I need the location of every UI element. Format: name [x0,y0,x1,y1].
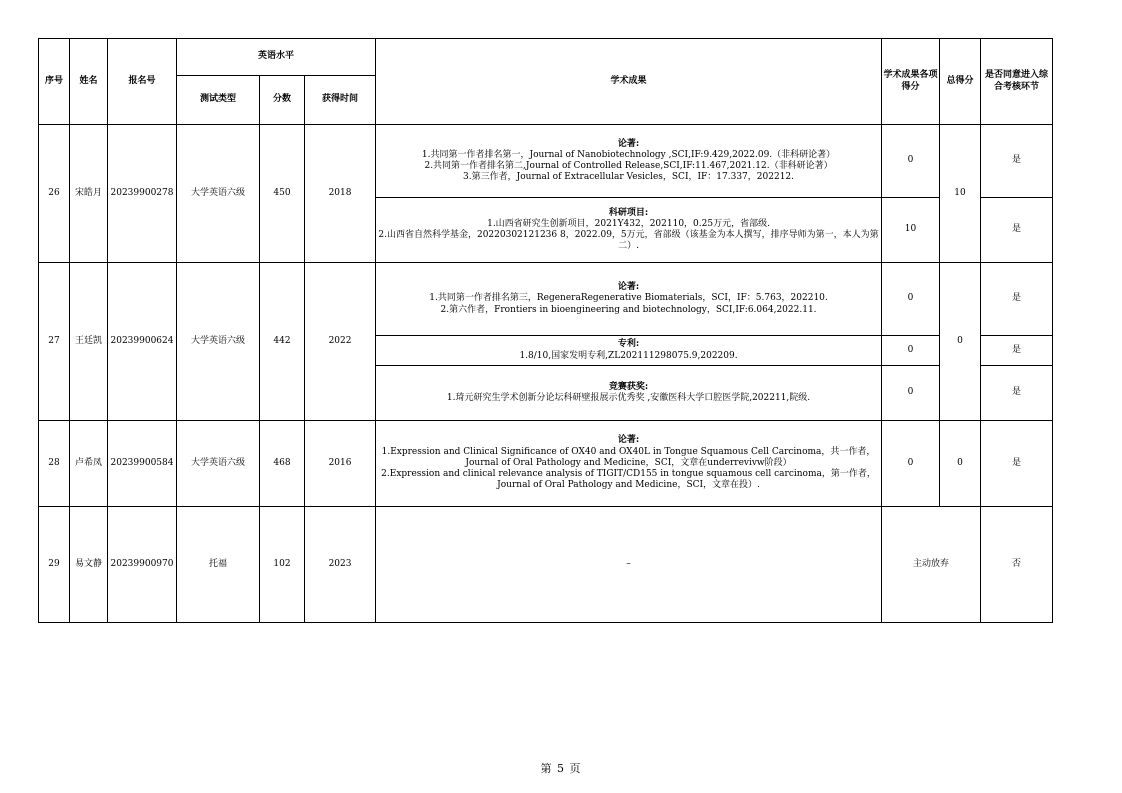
achievement-line: 1.共同第一作者排名第一，Journal of Nanobiotechnology ,SCI,IF:9.429,2022.09.（非科研论著） [421,149,836,160]
achievement-cell [376,198,882,263]
agree-cell: 是 [981,125,1053,198]
total-score-cell: 0 [940,263,981,421]
achievement-cell: – [376,507,882,623]
name-cell: 宋皓月 [70,125,108,263]
achievement-heading: 论著: [617,435,640,446]
total-score-cell: 0 [940,421,981,507]
agree-cell: 是 [981,263,1053,336]
achievement-line: 1.8/10,国家发明专利,ZL202111298075.9,202209. [519,350,738,361]
results-table [38,38,1053,623]
seq-cell: 27 [39,263,70,421]
name-cell: 卢希凤 [70,421,108,507]
header-name: 姓名 [70,39,108,125]
score-cell: 468 [260,421,305,507]
item-score-cell: 10 [882,198,940,263]
achievement-heading: 专利: [617,339,640,350]
agree-cell: 是 [981,421,1053,507]
test-type-cell: 大学英语六级 [177,263,260,421]
reg-no-cell: 20239900584 [108,421,177,507]
achievement-cell [376,263,882,336]
item-score-cell: 0 [882,336,940,366]
table-row [39,507,1053,623]
header-obtained-time: 获得时间 [305,76,376,125]
seq-cell: 29 [39,507,70,623]
header-english: 英语水平 [177,39,376,76]
item-score-cell: 0 [882,125,940,198]
achievement-heading: 科研项目: [608,207,649,218]
achievement-cell [376,125,882,198]
header-score: 分数 [260,76,305,125]
name-cell: 易文静 [70,507,108,623]
agree-cell: 是 [981,198,1053,263]
item-score-cell: 0 [882,263,940,336]
year-cell: 2022 [305,263,376,421]
reg-no-cell: 20239900970 [108,507,177,623]
achievement-line: 2.第六作者，Frontiers in bioengineering and biotechnology，SCI,IF:6.064,2022.11. [440,304,817,315]
achievement-heading: 论著: [617,282,640,293]
score-cell: 102 [260,507,305,623]
reg-no-cell: 20239900624 [108,263,177,421]
achievement-line: 2.山西省自然科学基金，20220302121236 8，2022.09，5万元，省部级（该基金为本人撰写，排序导师为第一，本人为第二）. [378,230,879,252]
achievement-cell [376,366,882,421]
header-agree: 是否同意进入综合考核环节 [981,39,1053,125]
table-row [39,421,1053,507]
status-cell: 主动放弃 [882,507,981,623]
table-row [39,263,1053,336]
year-cell: 2023 [305,507,376,623]
total-score-cell: 10 [940,125,981,263]
seq-cell: 26 [39,125,70,263]
achievement-cell [376,421,882,507]
year-cell: 2016 [305,421,376,507]
achievement-line: 2.Expression and clinical relevance analysis of TIGIT/CD155 in tongue squamous cell carcinoma，第一作者，Journal of Oral Pathology and Medicine，SCI，文章在投）. [381,469,876,491]
test-type-cell: 大学英语六级 [177,125,260,263]
score-cell: 442 [260,263,305,421]
header-total-score: 总得分 [940,39,981,125]
table-row [39,125,1053,198]
achievement-heading: 论著: [617,138,640,149]
achievement-line: 1.琦元研究生学术创新分论坛科研壁报展示优秀奖 ,安徽医科大学口腔医学院,202211,院级. [446,393,811,403]
agree-cell: 是 [981,366,1053,421]
header-seq: 序号 [39,39,70,125]
page-number: 第 5 页 [540,762,582,775]
year-cell: 2018 [305,125,376,263]
test-type-cell: 大学英语六级 [177,421,260,507]
agree-cell: 是 [981,336,1053,366]
header-item-score: 学术成果各项得分 [882,39,940,125]
reg-no-cell: 20239900278 [108,125,177,263]
seq-cell: 28 [39,421,70,507]
achievement-cell [376,336,882,366]
item-score-cell: 0 [882,421,940,507]
achievement-line: 1.Expression and Clinical Significance of OX40 and OX40L in Tongue Squamous Cell Carcinoma，共一作者，Journal of Oral Pathology and Medicine，SCI，文章在underrevivw阶段） [381,446,876,468]
name-cell: 王廷凯 [70,263,108,421]
header-reg-no: 报名号 [108,39,177,125]
test-type-cell: 托福 [177,507,260,623]
achievement-line: 3.第三作者，Journal of Extracellular Vesicles，SCI，IF：17.337，202212. [463,172,795,183]
achievement-heading: 竞赛获奖: [608,381,649,392]
score-cell: 450 [260,125,305,263]
header-test-type: 测试类型 [177,76,260,125]
achievement-line: 1.共同第一作者排名第三，RegeneraRegenerative Biomaterials，SCI，IF：5.763，202210. [429,293,828,304]
agree-cell: 否 [981,507,1053,623]
achievement-line: 2.共同第一作者排名第二,Journal of Controlled Release,SCI,IF:11.467,2021.12.（非科研论著） [424,161,833,171]
achievement-line: 1.山西省研究生创新项目，2021Y432，202110，0.25万元，省部级. [487,218,770,229]
header-achievements: 学术成果 [376,39,882,125]
item-score-cell: 0 [882,366,940,421]
